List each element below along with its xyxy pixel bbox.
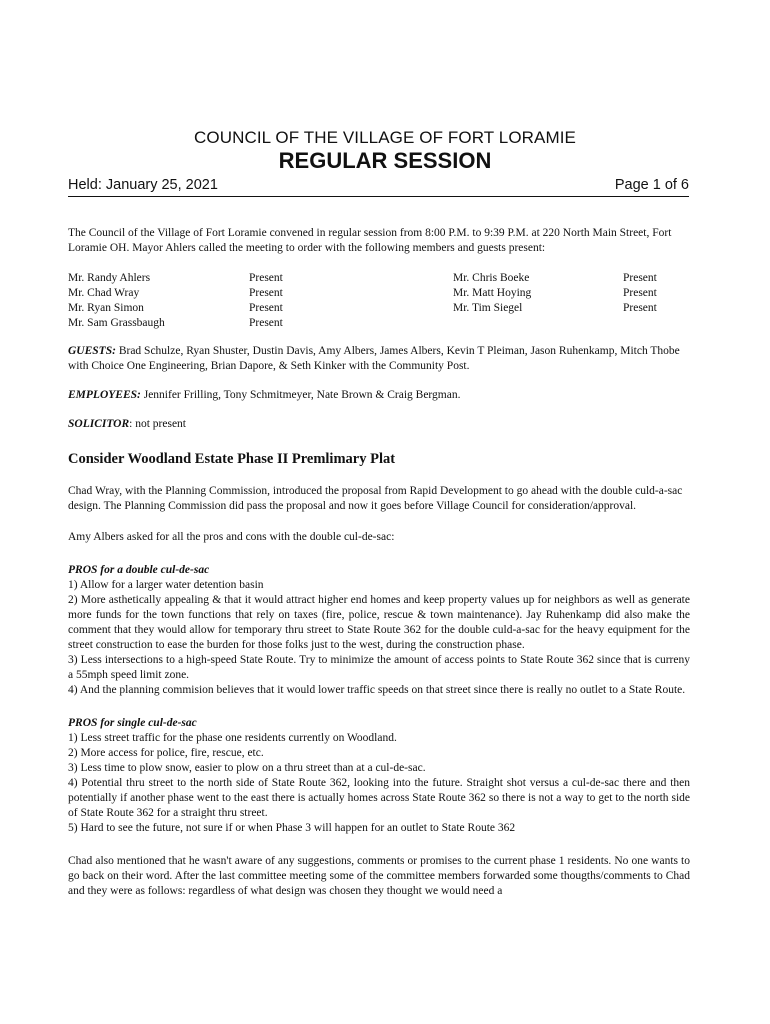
members-col-2 [249, 271, 283, 331]
list-item: 2) More access for police, fire, rescue, etc. [68, 747, 264, 759]
list-item: 3) Less intersections to a high-speed State Route. Try to minimize the amount of access points to State Route 362 since that is curreny a 55mph speed limit zone. [68, 654, 690, 681]
member-status: Present [249, 302, 283, 314]
employees-label: EMPLOYEES: [68, 389, 141, 401]
member-name: Mr. Randy Ahlers [68, 272, 151, 284]
council-title: COUNCIL OF THE VILLAGE OF FORT LORAMIE [194, 128, 576, 147]
guests-paragraph [68, 344, 690, 374]
list-item: 1) Allow for a larger water detention basin [68, 579, 264, 591]
document-body [68, 226, 690, 899]
member-status: Present [623, 287, 657, 299]
member-status: Present [623, 302, 657, 314]
guests-label: GUESTS: [68, 345, 116, 357]
employees-paragraph [68, 388, 690, 403]
section-heading: Consider Woodland Estate Phase II Premlimary Plat [68, 451, 396, 467]
pros-single-title: PROS for single cul-de-sac [68, 717, 197, 729]
employees-text: Jennifer Frilling, Tony Schmitmeyer, Nate Brown & Craig Bergman. [140, 389, 461, 401]
paragraph-pros-cons-question: Amy Albers asked for all the pros and cons with the double cul-de-sac: [68, 531, 395, 543]
guests-text: Brad Schulze, Ryan Shuster, Dustin Davis, Amy Albers, James Albers, Kevin T Pleiman, Jason Ruhenkamp, Mitch Thobe with Choice One Engineering, Brian Dapore, & Seth Kinker with the Community Post. [68, 345, 680, 372]
member-name: Mr. Tim Siegel [453, 302, 523, 314]
members-col-4 [623, 271, 657, 316]
list-item: 4) Potential thru street to the north side of State Route 362, looking into the future. Straight shot versus a cul-de-sac there and then potentially if another phase went to the east there is actually homes across State Route 362 so there is not a way to get to the north side of State Route 362 for a straight thru street. [68, 777, 690, 819]
member-name: Mr. Ryan Simon [68, 302, 144, 314]
members-roster [68, 271, 690, 331]
members-col-3 [453, 271, 531, 316]
member-status: Present [249, 272, 283, 284]
member-name: Mr. Chris Boeke [453, 272, 530, 284]
paragraph-comments: Chad also mentioned that he wasn't aware of any suggestions, comments or promises to the current phase 1 residents. No one wants to go back on their word. After the last committee meeting some of the committee members forwarded some thougths/comments to Chad and they were as follows: regardless of what design was chosen they thought we would need a [68, 855, 690, 897]
list-item: 1) Less street traffic for the phase one residents currently on Woodland. [68, 732, 397, 744]
held-date: Held: January 25, 2021 [68, 177, 218, 193]
solicitor-paragraph [68, 417, 690, 432]
member-status: Present [623, 272, 657, 284]
solicitor-label: SOLICITOR [68, 418, 130, 430]
pros-double-title: PROS for a double cul-de-sac [68, 564, 210, 576]
member-status: Present [249, 317, 283, 329]
list-item: 4) And the planning commision believes that it would lower traffic speeds on that street since there is really no outlet to a State Route. [68, 684, 686, 696]
member-status: Present [249, 287, 283, 299]
page-number: Page 1 of 6 [614, 177, 689, 193]
pros-double-section [68, 563, 690, 698]
intro-paragraph: The Council of the Village of Fort Loramie convened in regular session from 8:00 P.M. to 9:39 P.M. at 220 North Main Street, Fort Loramie OH. Mayor Ahlers called the meeting to order with the following members and guests present: [68, 227, 672, 254]
held-row [68, 176, 689, 197]
list-item: 3) Less time to plow snow, easier to plow on a thru street than at a cul-de-sac. [68, 762, 426, 774]
member-name: Mr. Chad Wray [68, 287, 140, 299]
list-item: 2) More asthetically appealing & that it would attract higher end homes and keep property values up for neighbors as well as generate more funds for the town functions that rely on taxes (fire, police, rescue & town maintenance). Jay Ruhenkamp did also make the comment that they would allow for temporary thru street to State Route 362 for the double culd-a-sac for the heavy equipment for the street construction to ease the burden for those folks just to the west, during the construction phase. [68, 594, 690, 651]
solicitor-text: : not present [129, 418, 186, 430]
list-item: 5) Hard to see the future, not sure if or when Phase 3 will happen for an outlet to State Route 362 [68, 822, 516, 834]
session-title: REGULAR SESSION [278, 148, 492, 173]
member-name: Mr. Sam Grassbaugh [68, 317, 165, 329]
member-name: Mr. Matt Hoying [453, 287, 532, 299]
paragraph-intro-proposal: Chad Wray, with the Planning Commission, introduced the proposal from Rapid Development to go ahead with the double culd-a-sac design. The Planning Commission did pass the proposal and now it goes before Village Council for consideration/approval. [68, 485, 683, 512]
members-col-1 [68, 271, 165, 331]
pros-single-section [68, 716, 690, 836]
